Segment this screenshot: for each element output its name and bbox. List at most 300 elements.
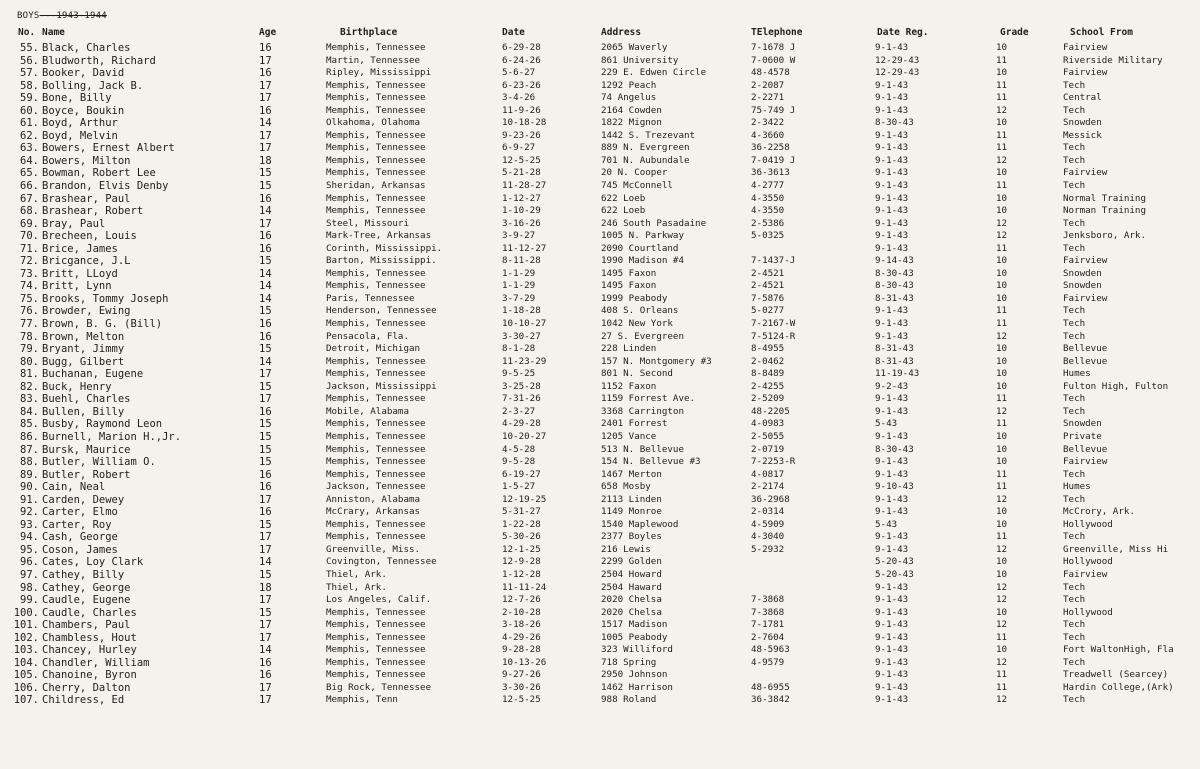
table-row — [0, 243, 1200, 256]
address: 2377 Boyles — [601, 531, 662, 543]
address: 216 Lewis — [601, 543, 651, 555]
address: 2065 Waverly — [601, 42, 668, 53]
address: 1042 New York — [601, 318, 673, 330]
row-number: 66. — [20, 180, 39, 193]
birth-date: 9-27-26 — [502, 669, 541, 681]
date-registered: 9-1-43 — [875, 468, 909, 480]
address: 74 Angelus — [601, 92, 657, 104]
address: 228 Linden — [601, 343, 657, 355]
student-name: Browder, Ewing — [42, 305, 131, 318]
student-name: Buchanan, Eugene — [42, 368, 144, 381]
birth-date: 11-11-24 — [502, 581, 547, 593]
address: 513 N. Bellevue — [601, 443, 684, 455]
student-age: 15 — [259, 380, 272, 393]
row-number: 90. — [20, 481, 39, 494]
student-name: Cates, Loy Clark — [42, 556, 144, 569]
student-age: 17 — [259, 142, 272, 155]
birth-date: 3-16-26 — [502, 217, 541, 229]
birth-date: 4-29-28 — [502, 418, 541, 430]
student-name: Black, Charles — [42, 42, 131, 54]
student-age: 16 — [259, 506, 272, 519]
address: 157 N. Montgomery #3 — [601, 355, 712, 367]
birthplace: Memphis, Tennessee — [326, 92, 426, 104]
school-from: Tech — [1063, 656, 1086, 668]
date-registered: 9-2-43 — [875, 380, 909, 392]
telephone: 7-1678 J — [751, 42, 796, 53]
telephone: 2-5386 — [751, 217, 785, 229]
grade: 10 — [996, 42, 1008, 53]
birthplace: Olkahoma, Olahoma — [326, 117, 421, 129]
table-row — [0, 531, 1200, 544]
birth-date: 1-12-27 — [502, 192, 541, 204]
row-number: 60. — [20, 104, 39, 117]
date-registered: 9-1-43 — [875, 619, 909, 631]
birthplace: Memphis, Tennessee — [326, 42, 426, 53]
student-name: Chandler, William — [42, 656, 150, 669]
student-age: 17 — [259, 217, 272, 230]
school-from: Jenksboro, Ark. — [1063, 230, 1146, 242]
table-row — [0, 193, 1200, 206]
birth-date: 3-30-26 — [502, 681, 541, 693]
date-registered: 9-1-43 — [875, 694, 909, 706]
telephone: 2-7604 — [751, 631, 785, 643]
telephone: 7-2253-R — [751, 456, 796, 468]
address: 27 S. Evergreen — [601, 330, 684, 342]
birthplace: Memphis, Tennessee — [326, 167, 426, 179]
telephone: 5-0277 — [751, 305, 785, 317]
row-number: 71. — [20, 242, 39, 255]
student-name: Busby, Raymond Leon — [42, 418, 163, 431]
birth-date: 12-9-28 — [502, 556, 541, 568]
student-name: Brown, B. G. (Bill) — [42, 318, 163, 331]
address: 701 N. Aubundale — [601, 154, 690, 166]
birthplace: Memphis, Tennessee — [326, 619, 426, 631]
telephone: 4-3660 — [751, 129, 785, 141]
address: 408 S. Orleans — [601, 305, 679, 317]
student-name: Buck, Henry — [42, 380, 112, 393]
school-from: Tech — [1063, 393, 1086, 405]
date-registered: 9-1-43 — [875, 230, 909, 242]
student-age: 16 — [259, 192, 272, 205]
row-number: 98. — [20, 581, 39, 594]
birthplace: Greenville, Miss. — [326, 543, 421, 555]
telephone: 75-749 J — [751, 104, 796, 116]
row-number: 57. — [20, 67, 39, 80]
row-number: 73. — [20, 267, 39, 280]
school-from: Tech — [1063, 694, 1086, 706]
birth-date: 9-5-28 — [502, 456, 536, 468]
school-from: Tech — [1063, 631, 1086, 643]
grade: 11 — [996, 468, 1008, 480]
date-registered: 9-1-43 — [875, 129, 909, 141]
table-row — [0, 682, 1200, 695]
address: 1292 Peach — [601, 79, 657, 91]
telephone: 2-0462 — [751, 355, 785, 367]
table-row — [0, 644, 1200, 657]
birth-date: 12-7-26 — [502, 594, 541, 606]
grade: 11 — [996, 318, 1008, 330]
student-name: Chanoine, Byron — [42, 669, 137, 682]
student-age: 14 — [259, 280, 272, 293]
grade: 10 — [996, 368, 1008, 380]
table-row — [0, 494, 1200, 507]
birthplace: Memphis, Tennessee — [326, 518, 426, 530]
address: 1005 Peabody — [601, 631, 668, 643]
grade: 11 — [996, 681, 1008, 693]
address: 2504 Haward — [601, 581, 662, 593]
school-from: Fairview — [1063, 568, 1108, 580]
address: 2401 Forrest — [601, 418, 668, 430]
address: 20 N. Cooper — [601, 167, 668, 179]
birthplace: Jackson, Mississippi — [326, 380, 437, 392]
address: 2090 Courtland — [601, 242, 679, 254]
date-registered: 9-1-43 — [875, 656, 909, 668]
table-row — [0, 331, 1200, 344]
table-row — [0, 318, 1200, 331]
grade: 10 — [996, 67, 1008, 79]
birthplace: Henderson, Tennessee — [326, 305, 437, 317]
student-age: 16 — [259, 481, 272, 494]
date-registered: 9-1-43 — [875, 318, 909, 330]
student-name: Burnell, Marion H.,Jr. — [42, 430, 182, 443]
birth-date: 1-5-27 — [502, 481, 536, 493]
table-row — [0, 694, 1200, 707]
address: 1517 Madison — [601, 619, 668, 631]
student-age: 14 — [259, 292, 272, 305]
student-age: 16 — [259, 230, 272, 243]
date-registered: 9-1-43 — [875, 192, 909, 204]
row-number: 95. — [20, 543, 39, 556]
table-row — [0, 130, 1200, 143]
grade: 10 — [996, 205, 1008, 217]
date-registered: 9-1-43 — [875, 493, 909, 505]
date-registered: 9-1-43 — [875, 456, 909, 468]
date-registered: 9-1-43 — [875, 242, 909, 254]
birthplace: Steel, Missouri — [326, 217, 409, 229]
grade: 11 — [996, 631, 1008, 643]
date-registered: 12-29-43 — [875, 54, 920, 66]
school-from: Bellevue — [1063, 355, 1108, 367]
birthplace: Memphis, Tennessee — [326, 104, 426, 116]
school-from: Tech — [1063, 581, 1086, 593]
student-age: 15 — [259, 456, 272, 469]
grade: 11 — [996, 142, 1008, 154]
school-from: Humes — [1063, 481, 1091, 493]
student-age: 16 — [259, 67, 272, 80]
row-number: 76. — [20, 305, 39, 318]
grade: 10 — [996, 355, 1008, 367]
address: 1442 S. Trezevant — [601, 129, 696, 141]
student-age: 16 — [259, 42, 272, 54]
grade: 10 — [996, 456, 1008, 468]
school-from: Riverside Military — [1063, 54, 1163, 66]
grade: 11 — [996, 305, 1008, 317]
student-name: Bowers, Ernest Albert — [42, 142, 175, 155]
student-name: Bowman, Robert Lee — [42, 167, 156, 180]
table-row — [0, 619, 1200, 632]
grade: 10 — [996, 192, 1008, 204]
school-from: Tech — [1063, 217, 1086, 229]
grade: 11 — [996, 481, 1008, 493]
birth-date: 1-22-28 — [502, 518, 541, 530]
table-row — [0, 205, 1200, 218]
student-age: 17 — [259, 368, 272, 381]
birth-date: 10-13-26 — [502, 656, 547, 668]
address: 2020 Chelsa — [601, 594, 662, 606]
table-row — [0, 55, 1200, 68]
grade: 12 — [996, 493, 1008, 505]
grade: 10 — [996, 556, 1008, 568]
school-from: Tech — [1063, 493, 1086, 505]
row-number: 91. — [20, 493, 39, 506]
birth-date: 2-10-28 — [502, 606, 541, 618]
birth-date: 3-4-26 — [502, 92, 536, 104]
birth-date: 6-9-27 — [502, 142, 536, 154]
student-name: Cherry, Dalton — [42, 681, 131, 694]
student-name: Chancey, Hurley — [42, 644, 137, 657]
telephone: 2-2271 — [751, 92, 785, 104]
grade: 12 — [996, 543, 1008, 555]
birth-date: 1-1-29 — [502, 267, 536, 279]
telephone: 4-3550 — [751, 205, 785, 217]
row-number: 105. — [13, 669, 39, 682]
telephone: 5-0325 — [751, 230, 785, 242]
address: 658 Mosby — [601, 481, 651, 493]
address: 1999 Peabody — [601, 292, 668, 304]
table-row — [0, 594, 1200, 607]
student-age: 15 — [259, 443, 272, 456]
grade: 12 — [996, 656, 1008, 668]
birth-date: 12-1-25 — [502, 543, 541, 555]
birth-date: 3-25-28 — [502, 380, 541, 392]
date-registered: 9-1-43 — [875, 644, 909, 656]
address: 2504 Howard — [601, 568, 662, 580]
header-school-from: School From — [1070, 27, 1133, 38]
date-registered: 5-43 — [875, 518, 898, 530]
student-age: 16 — [259, 669, 272, 682]
birth-date: 4-29-26 — [502, 631, 541, 643]
student-name: Bolling, Jack B. — [42, 79, 144, 92]
birthplace: Memphis, Tennessee — [326, 205, 426, 217]
row-number: 63. — [20, 142, 39, 155]
birth-date: 11-12-27 — [502, 242, 547, 254]
telephone: 8-8489 — [751, 368, 785, 380]
row-number: 64. — [20, 154, 39, 167]
birthplace: Memphis, Tennessee — [326, 430, 426, 442]
table-row — [0, 519, 1200, 532]
table-row — [0, 418, 1200, 431]
grade: 12 — [996, 230, 1008, 242]
address: 718 Spring — [601, 656, 657, 668]
date-registered: 9-1-43 — [875, 104, 909, 116]
date-registered: 8-31-43 — [875, 343, 914, 355]
telephone: 7-1781 — [751, 619, 785, 631]
school-from: Tech — [1063, 104, 1086, 116]
student-age: 17 — [259, 594, 272, 607]
date-registered: 9-1-43 — [875, 205, 909, 217]
row-number: 100. — [13, 606, 39, 619]
telephone: 36-2968 — [751, 493, 790, 505]
row-number: 75. — [20, 292, 39, 305]
telephone: 48-2205 — [751, 405, 790, 417]
address: 1495 Faxon — [601, 280, 657, 292]
address: 1005 N. Parkway — [601, 230, 684, 242]
row-number: 92. — [20, 506, 39, 519]
row-number: 87. — [20, 443, 39, 456]
telephone: 7-0419 J — [751, 154, 796, 166]
table-row — [0, 582, 1200, 595]
student-age: 14 — [259, 355, 272, 368]
birthplace: Memphis, Tennessee — [326, 129, 426, 141]
table-row — [0, 368, 1200, 381]
student-age: 17 — [259, 619, 272, 632]
birthplace: Memphis, Tennessee — [326, 280, 426, 292]
birthplace: Sheridan, Arkansas — [326, 180, 426, 192]
school-from: Greenville, Miss Hi — [1063, 543, 1169, 555]
telephone: 2-4521 — [751, 267, 785, 279]
telephone: 2-5209 — [751, 393, 785, 405]
address: 1990 Madison #4 — [601, 255, 684, 267]
birthplace: Memphis, Tennessee — [326, 368, 426, 380]
grade: 11 — [996, 531, 1008, 543]
date-registered: 9-1-43 — [875, 531, 909, 543]
date-registered: 9-1-43 — [875, 180, 909, 192]
birth-date: 6-23-26 — [502, 79, 541, 91]
grade: 12 — [996, 217, 1008, 229]
date-registered: 9-1-43 — [875, 430, 909, 442]
telephone: 2-4521 — [751, 280, 785, 292]
student-name: Carter, Elmo — [42, 506, 118, 519]
table-row — [0, 607, 1200, 620]
row-number: 85. — [20, 418, 39, 431]
birth-date: 9-23-26 — [502, 129, 541, 141]
birth-date: 7-31-26 — [502, 393, 541, 405]
date-registered: 5-20-43 — [875, 568, 914, 580]
student-name: Caudle, Charles — [42, 606, 137, 619]
title-years: ---1943-1944 — [39, 11, 107, 21]
school-from: Bellevue — [1063, 343, 1108, 355]
table-row — [0, 117, 1200, 130]
table-row — [0, 456, 1200, 469]
school-from: Tech — [1063, 468, 1086, 480]
grade: 11 — [996, 418, 1008, 430]
date-registered: 9-10-43 — [875, 481, 914, 493]
school-from: Messick — [1063, 129, 1102, 141]
date-registered: 8-30-43 — [875, 443, 914, 455]
grade: 11 — [996, 242, 1008, 254]
birth-date: 11-9-26 — [502, 104, 541, 116]
student-age: 17 — [259, 531, 272, 544]
grade: 10 — [996, 292, 1008, 304]
student-name: Chambless, Hout — [42, 631, 137, 644]
birth-date: 5-31-27 — [502, 506, 541, 518]
grade: 10 — [996, 644, 1008, 656]
grade: 11 — [996, 180, 1008, 192]
birthplace: Memphis, Tennessee — [326, 355, 426, 367]
row-number: 86. — [20, 430, 39, 443]
date-registered: 9-1-43 — [875, 581, 909, 593]
table-row — [0, 343, 1200, 356]
school-from: Tech — [1063, 619, 1086, 631]
table-row — [0, 180, 1200, 193]
student-age: 14 — [259, 556, 272, 569]
student-age: 17 — [259, 543, 272, 556]
grade: 12 — [996, 154, 1008, 166]
row-number: 78. — [20, 330, 39, 343]
student-age: 16 — [259, 656, 272, 669]
student-name: Buehl, Charles — [42, 393, 131, 406]
address: 861 University — [601, 54, 679, 66]
date-registered: 11-19-43 — [875, 368, 920, 380]
address: 246 South Pasadaine — [601, 217, 707, 229]
table-row — [0, 381, 1200, 394]
birthplace: Memphis, Tennessee — [326, 318, 426, 330]
student-name: Chambers, Paul — [42, 619, 131, 632]
student-age: 15 — [259, 518, 272, 531]
date-registered: 9-1-43 — [875, 42, 909, 53]
student-age: 18 — [259, 581, 272, 594]
student-age: 16 — [259, 242, 272, 255]
birthplace: Paris, Tennessee — [326, 292, 415, 304]
school-from: Fulton High, Fulton — [1063, 380, 1169, 392]
table-row — [0, 268, 1200, 281]
birth-date: 9-5-25 — [502, 368, 536, 380]
telephone: 48-5963 — [751, 644, 790, 656]
school-from: Tech — [1063, 180, 1086, 192]
table-row — [0, 657, 1200, 670]
date-registered: 9-1-43 — [875, 606, 909, 618]
telephone: 7-0600 W — [751, 54, 796, 66]
row-number: 84. — [20, 405, 39, 418]
address: 229 E. Edwen Circle — [601, 67, 707, 79]
date-registered: 9-1-43 — [875, 92, 909, 104]
student-name: Bugg, Gilbert — [42, 355, 125, 368]
birthplace: Big Rock, Tennessee — [326, 681, 432, 693]
birth-date: 12-5-25 — [502, 694, 541, 706]
address: 2113 Linden — [601, 493, 662, 505]
student-age: 15 — [259, 343, 272, 356]
birthplace: Memphis, Tennessee — [326, 192, 426, 204]
date-registered: 9-1-43 — [875, 681, 909, 693]
school-from: Fort WaltonHigh, Fla — [1063, 644, 1174, 656]
grade: 12 — [996, 594, 1008, 606]
row-number: 74. — [20, 280, 39, 293]
address: 801 N. Second — [601, 368, 673, 380]
row-number: 59. — [20, 92, 39, 105]
school-from: Norman Training — [1063, 205, 1146, 217]
row-number: 80. — [20, 355, 39, 368]
student-name: Cain, Neal — [42, 481, 106, 494]
title-prefix: BOYS — [17, 11, 40, 21]
date-registered: 9-1-43 — [875, 631, 909, 643]
student-age: 17 — [259, 694, 272, 707]
birth-date: 12-19-25 — [502, 493, 547, 505]
row-number: 67. — [20, 192, 39, 205]
birth-date: 3-18-26 — [502, 619, 541, 631]
telephone: 36-3613 — [751, 167, 790, 179]
birth-date: 10-10-27 — [502, 318, 547, 330]
table-row — [0, 481, 1200, 494]
student-age: 17 — [259, 54, 272, 67]
school-from: Fairview — [1063, 42, 1108, 53]
telephone: 4-3550 — [751, 192, 785, 204]
school-from: McCrory, Ark. — [1063, 506, 1135, 518]
student-age: 16 — [259, 330, 272, 343]
row-number: 94. — [20, 531, 39, 544]
grade: 11 — [996, 79, 1008, 91]
birth-date: 5-6-27 — [502, 67, 536, 79]
birthplace: Memphis, Tennessee — [326, 456, 426, 468]
